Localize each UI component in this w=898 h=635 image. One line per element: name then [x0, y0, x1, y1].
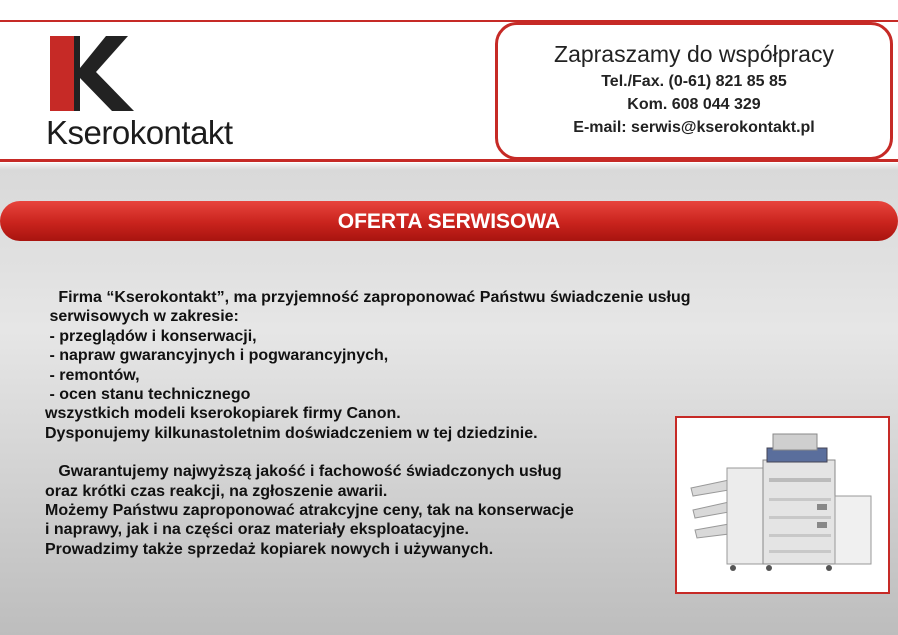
contact-title: Zapraszamy do współpracy: [554, 41, 834, 67]
text-line: - napraw gwarancyjnych i pogwarancyjnych,: [45, 347, 389, 365]
offer-text: [45, 288, 691, 559]
logo: [46, 36, 276, 156]
text-line: [45, 443, 665, 462]
text-line: - przeglądów i konserwacji,: [45, 327, 257, 345]
copier-photo: [675, 416, 890, 594]
text-line: Gwarantujemy najwyższą jakość i fachowość świadczonych usług: [45, 463, 562, 481]
offer-banner: [0, 201, 898, 241]
text-line: - remontów,: [45, 366, 140, 384]
text-line: Dysponujemy kilkunastoletnim doświadczeniem w tej dziedzinie.: [45, 424, 538, 442]
copier-illustration-icon: [677, 418, 888, 592]
text-line: Prowadzimy także sprzedaż kopiarek nowych i używanych.: [45, 540, 494, 558]
header-bottom-line: [0, 159, 898, 162]
contact-phone: Tel./Fax. (0-61) 821 85 85: [601, 73, 787, 90]
contact-mobile: Kom. 608 044 329: [627, 96, 761, 113]
text-line: Firma “Kserokontakt”, ma przyjemność zaproponować Państwu świadczenie usług: [45, 289, 691, 306]
contact-email: E-mail: serwis@kserokontakt.pl: [573, 119, 815, 136]
text-line: i naprawy, jak i na części oraz materiały eksploatacyjne.: [45, 521, 469, 539]
text-line: - ocen stanu technicznego: [45, 386, 251, 404]
contact-box: [495, 22, 893, 160]
brand-name: Kserokontakt: [46, 114, 233, 151]
text-line: wszystkich modeli kserokopiarek firmy Canon.: [45, 405, 401, 423]
text-line: Możemy Państwu zaproponować atrakcyjne ceny, tak na konserwacje: [45, 502, 574, 520]
text-line: oraz krótki czas reakcji, na zgłoszenie awarii.: [45, 482, 388, 500]
banner-title: OFERTA SERWISOWA: [337, 210, 561, 233]
logo-mark-icon: [46, 36, 146, 116]
text-line: serwisowych w zakresie:: [45, 308, 239, 326]
header: [0, 0, 898, 163]
